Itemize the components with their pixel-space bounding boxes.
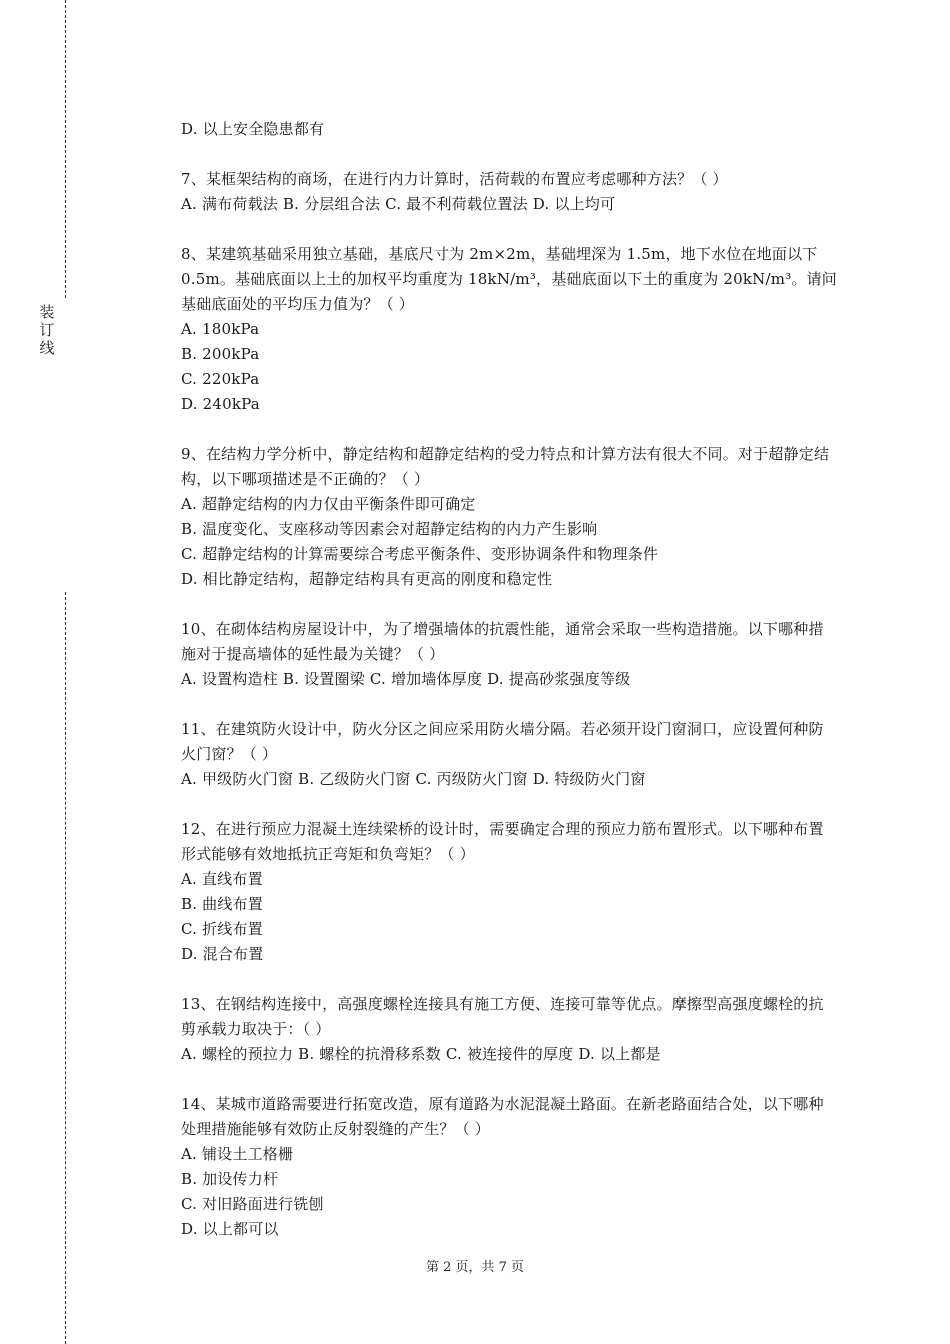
- option-d: D. 以上都可以: [181, 1220, 279, 1238]
- option-b: B. 温度变化、支座移动等因素会对超静定结构的内力产生影响: [181, 520, 598, 538]
- binding-line-top: [65, 0, 66, 298]
- option-row: A. 螺栓的预拉力 B. 螺栓的抗滑移系数 C. 被连接件的厚度 D. 以上都是: [181, 1045, 661, 1063]
- option-b: B. 200kPa: [181, 345, 260, 363]
- option-a: A. 超静定结构的内力仅由平衡条件即可确定: [181, 495, 476, 513]
- option-row: A. 甲级防火门窗 B. 乙级防火门窗 C. 丙级防火门窗 D. 特级防火门窗: [181, 770, 646, 788]
- option-c: C. 超静定结构的计算需要综合考虑平衡条件、变形协调条件和物理条件: [181, 545, 659, 563]
- question-text: 9、在结构力学分析中，静定结构和超静定结构的受力特点和计算方法有很大不同。对于超静定结构，以下哪项描述是不正确的？（ ）: [181, 445, 830, 488]
- question-carryover: [181, 117, 838, 142]
- page-number: 第 2 页，共 7 页: [425, 1260, 525, 1275]
- question-13: [181, 992, 838, 1067]
- question-text: 13、在钢结构连接中，高强度螺栓连接具有施工方便、连接可靠等优点。摩擦型高强度螺栓的抗剪承载力取决于：（ ）: [181, 995, 824, 1038]
- option-b: B. 加设传力杆: [181, 1170, 279, 1188]
- question-text: 8、某建筑基础采用独立基础，基底尺寸为 2m×2m，基础埋深为 1.5m，地下水位在地面以下 0.5m。基础底面以上土的加权平均重度为 18kN/m³，基础底面以下土的重度为 20kN/m³。请问基础底面处的平均压力值为？（ ）: [181, 245, 838, 313]
- question-7: [181, 167, 838, 217]
- binding-char: 订: [39, 321, 55, 339]
- question-8: [181, 242, 838, 417]
- question-10: [181, 617, 838, 692]
- option-row: A. 满布荷载法 B. 分层组合法 C. 最不利荷载位置法 D. 以上均可: [181, 195, 616, 213]
- option-row: A. 设置构造柱 B. 设置圈梁 C. 增加墙体厚度 D. 提高砂浆强度等级: [181, 670, 631, 688]
- option-c: C. 对旧路面进行铣刨: [181, 1195, 324, 1213]
- option-a: A. 铺设土工格栅: [181, 1145, 294, 1163]
- option-c: C. 折线布置: [181, 920, 263, 938]
- option-b: B. 曲线布置: [181, 895, 263, 913]
- question-text: 11、在建筑防火设计中，防火分区之间应采用防火墙分隔。若必须开设门窗洞口，应设置何种防火门窗？（ ）: [181, 720, 824, 763]
- question-text: 7、某框架结构的商场，在进行内力计算时，活荷载的布置应考虑哪种方法？（ ）: [181, 170, 728, 188]
- binding-label: [38, 303, 56, 357]
- option-a: A. 直线布置: [181, 870, 263, 888]
- option-d: D. 240kPa: [181, 395, 260, 413]
- question-11: [181, 717, 838, 792]
- binding-char: 线: [39, 339, 55, 357]
- question-9: [181, 442, 838, 592]
- option-d: D. 相比静定结构，超静定结构具有更高的刚度和稳定性: [181, 570, 553, 588]
- question-list: [181, 117, 838, 1267]
- option-a: A. 180kPa: [181, 320, 260, 338]
- question-text: 14、某城市道路需要进行拓宽改造，原有道路为水泥混凝土路面。在新老路面结合处，以下哪种处理措施能够有效防止反射裂缝的产生？（ ）: [181, 1095, 824, 1138]
- option-d: D. 混合布置: [181, 945, 264, 963]
- question-text: 12、在进行预应力混凝土连续梁桥的设计时，需要确定合理的预应力筋布置形式。以下哪种布置形式能够有效地抵抗正弯矩和负弯矩？（ ）: [181, 820, 824, 863]
- question-text: 10、在砌体结构房屋设计中，为了增强墙体的抗震性能，通常会采取一些构造措施。以下哪种措施对于提高墙体的延性最为关键？（ ）: [181, 620, 824, 663]
- binding-line-bottom: [65, 592, 66, 1344]
- option-d: D. 以上安全隐患都有: [181, 120, 325, 138]
- binding-char: 装: [39, 303, 55, 321]
- question-12: [181, 817, 838, 967]
- option-c: C. 220kPa: [181, 370, 260, 388]
- question-14: [181, 1092, 838, 1242]
